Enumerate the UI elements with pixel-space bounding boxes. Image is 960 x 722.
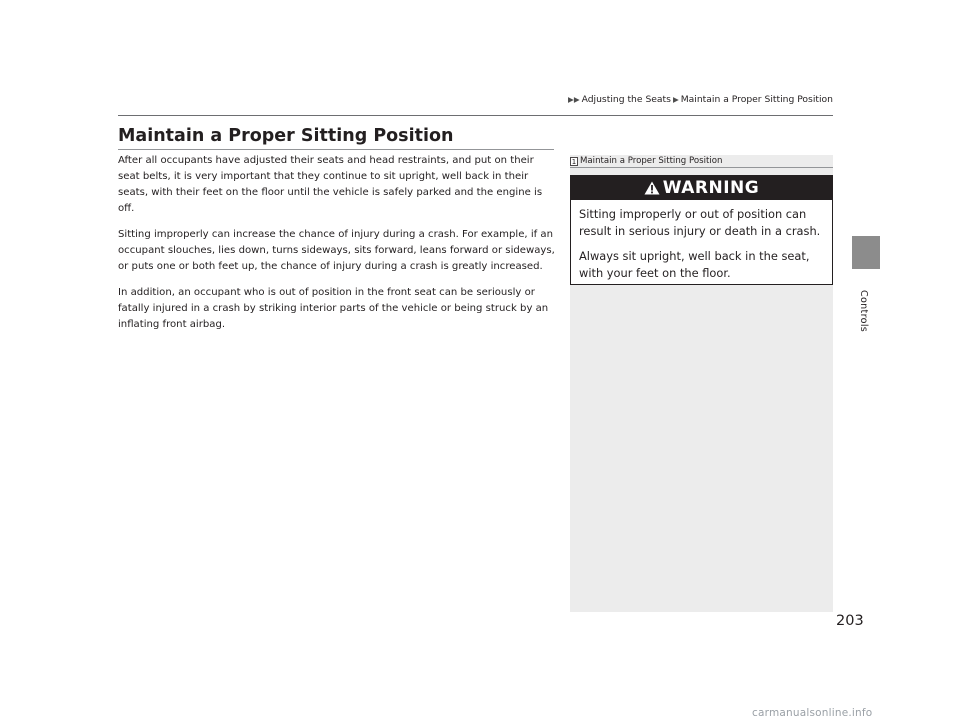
note-heading-label: Maintain a Proper Sitting Position [580,156,723,166]
title-divider [118,149,554,150]
note-divider [570,167,833,168]
breadcrumb [568,94,833,105]
warning-line: Sitting improperly or out of position can result in serious injury or death in a crash. [579,207,821,238]
warning-header [571,176,832,200]
warning-triangle-icon [644,181,660,195]
page-title: Maintain a Proper Sitting Position [118,126,454,146]
warning-label: WARNING [662,178,760,198]
body-paragraph: In addition, an occupant who is out of position in the front seat can be seriously or fatally injured in a crash by striking interior parts of the vehicle or being struck by an inflating front airbag. [118,287,549,330]
breadcrumb-item-section[interactable]: Adjusting the Seats [581,94,671,105]
note-icon [570,157,578,166]
section-tab-label: Controls [858,290,869,333]
page-number: 203 [836,613,864,629]
breadcrumb-arrow-icon: ▶ [672,95,679,104]
body-paragraph: Sitting improperly can increase the chance of injury during a crash. For example, if an occupant slouches, lies down, turns sideways, sits forward, leans forward or sideways, or puts one or both feet up, the chance of injury during a crash is greatly increased. [118,229,555,272]
warning-text [571,200,832,282]
warning-line: Always sit upright, well back in the seat, with your feet on the floor. [579,249,810,280]
warning-box [570,175,833,285]
body-paragraph: After all occupants have adjusted their seats and head restraints, and put on their seat belts, it is very important that they continue to sit upright, well back in their seats, with their feet on the floor until the vehicle is safely parked and the engine is off. [118,155,543,214]
watermark: carmanualsonline.info [752,707,873,719]
body-text [118,153,558,343]
section-tab[interactable] [852,236,880,269]
note-heading [570,156,722,166]
svg-text:1: 1 [571,157,577,166]
breadcrumb-arrow-icon: ▶▶ [568,95,580,104]
breadcrumb-item-topic[interactable]: Maintain a Proper Sitting Position [680,94,833,105]
header-divider [118,115,833,116]
